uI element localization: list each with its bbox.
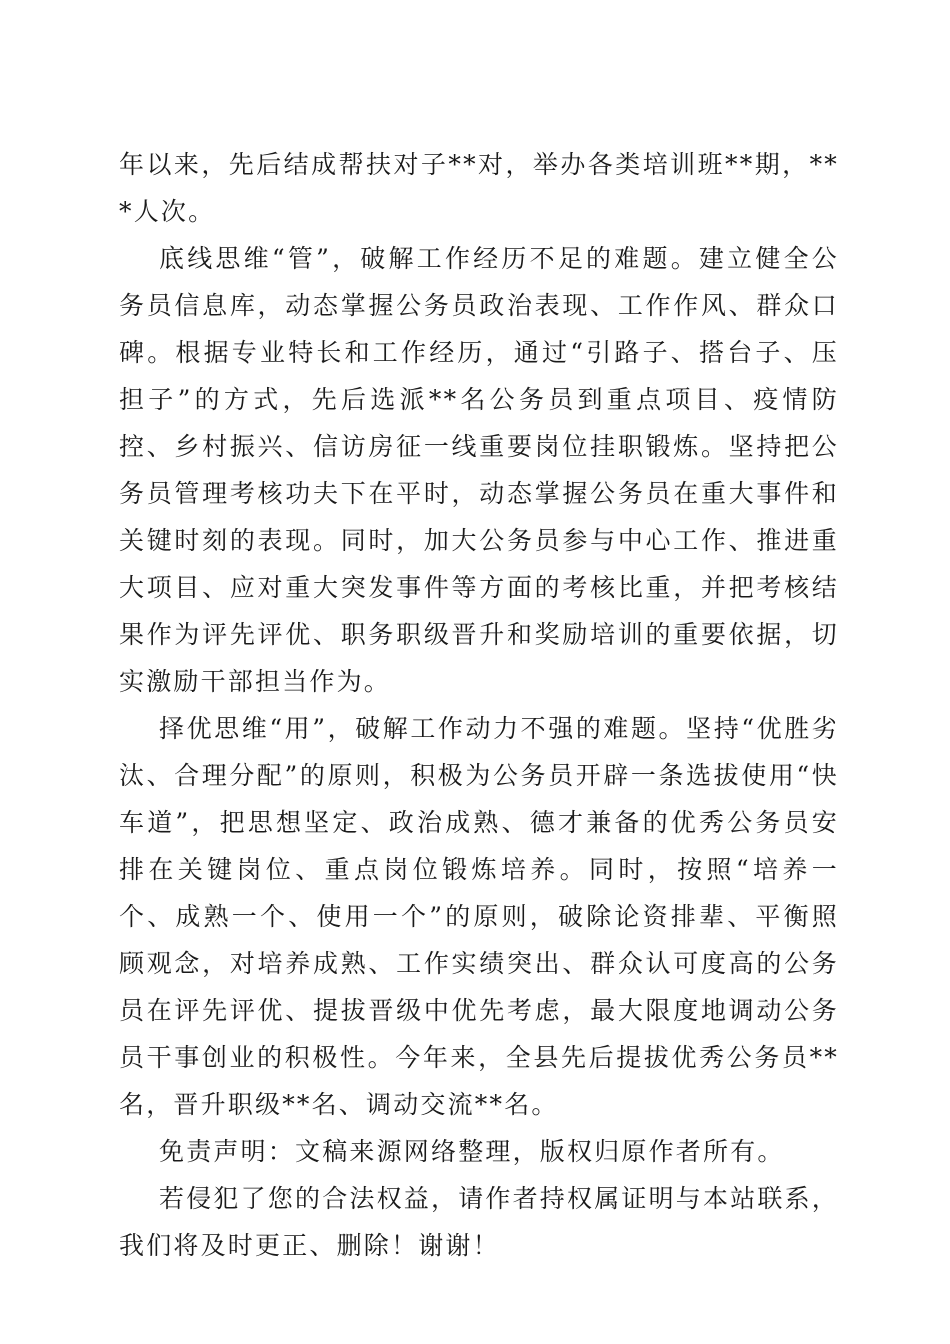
- paragraph-merit-selection: 择优思维“用”，破解工作动力不强的难题。坚持“优胜劣汰、合理分配”的原则，积极为公务员开辟一条选拔使用“快车道”，把思想坚定、政治成熟、德才兼备的优秀公务员安排在关键岗位、重点岗位锻炼培养。同时，按照“培养一个、成熟一个、使用一个”的原则，破除论资排辈、平衡照顾观念，对培养成熟、工作实绩突出、群众认可度高的公务员在评先评优、提拔晋级中优先考虑，最大限度地调动公务员干事创业的积极性。今年来，全县先后提拔优秀公务员**名，晋升职级**名、调动交流**名。: [119, 714, 839, 1119]
- paragraph-infringement-notice: 若侵犯了您的合法权益，请作者持权属证明与本站联系，我们将及时更正、删除！谢谢！: [119, 1184, 840, 1260]
- paragraph-disclaimer: 免责声明：文稿来源网络整理，版权归原作者所有。: [159, 1137, 785, 1166]
- paragraph-continuation: 年以来，先后结成帮扶对子**对，举办各类培训班**期，***人次。: [119, 150, 839, 226]
- document-body: [119, 141, 839, 1269]
- paragraph-bottom-line-thinking: 底线思维“管”，破解工作经历不足的难题。建立健全公务员信息库，动态掌握公务员政治表现、工作作风、群众口碑。根据专业特长和工作经历，通过“引路子、搭台子、压担子”的方式，先后选派**名公务员到重点项目、疫情防控、乡村振兴、信访房征一线重要岗位挂职锻炼。坚持把公务员管理考核功夫下在平时，动态掌握公务员在重大事件和关键时刻的表现。同时，加大公务员参与中心工作、推进重大项目、应对重大突发事件等方面的考核比重，并把考核结果作为评先评优、职务职级晋升和奖励培训的重要依据，切实激励干部担当作为。: [119, 244, 839, 696]
